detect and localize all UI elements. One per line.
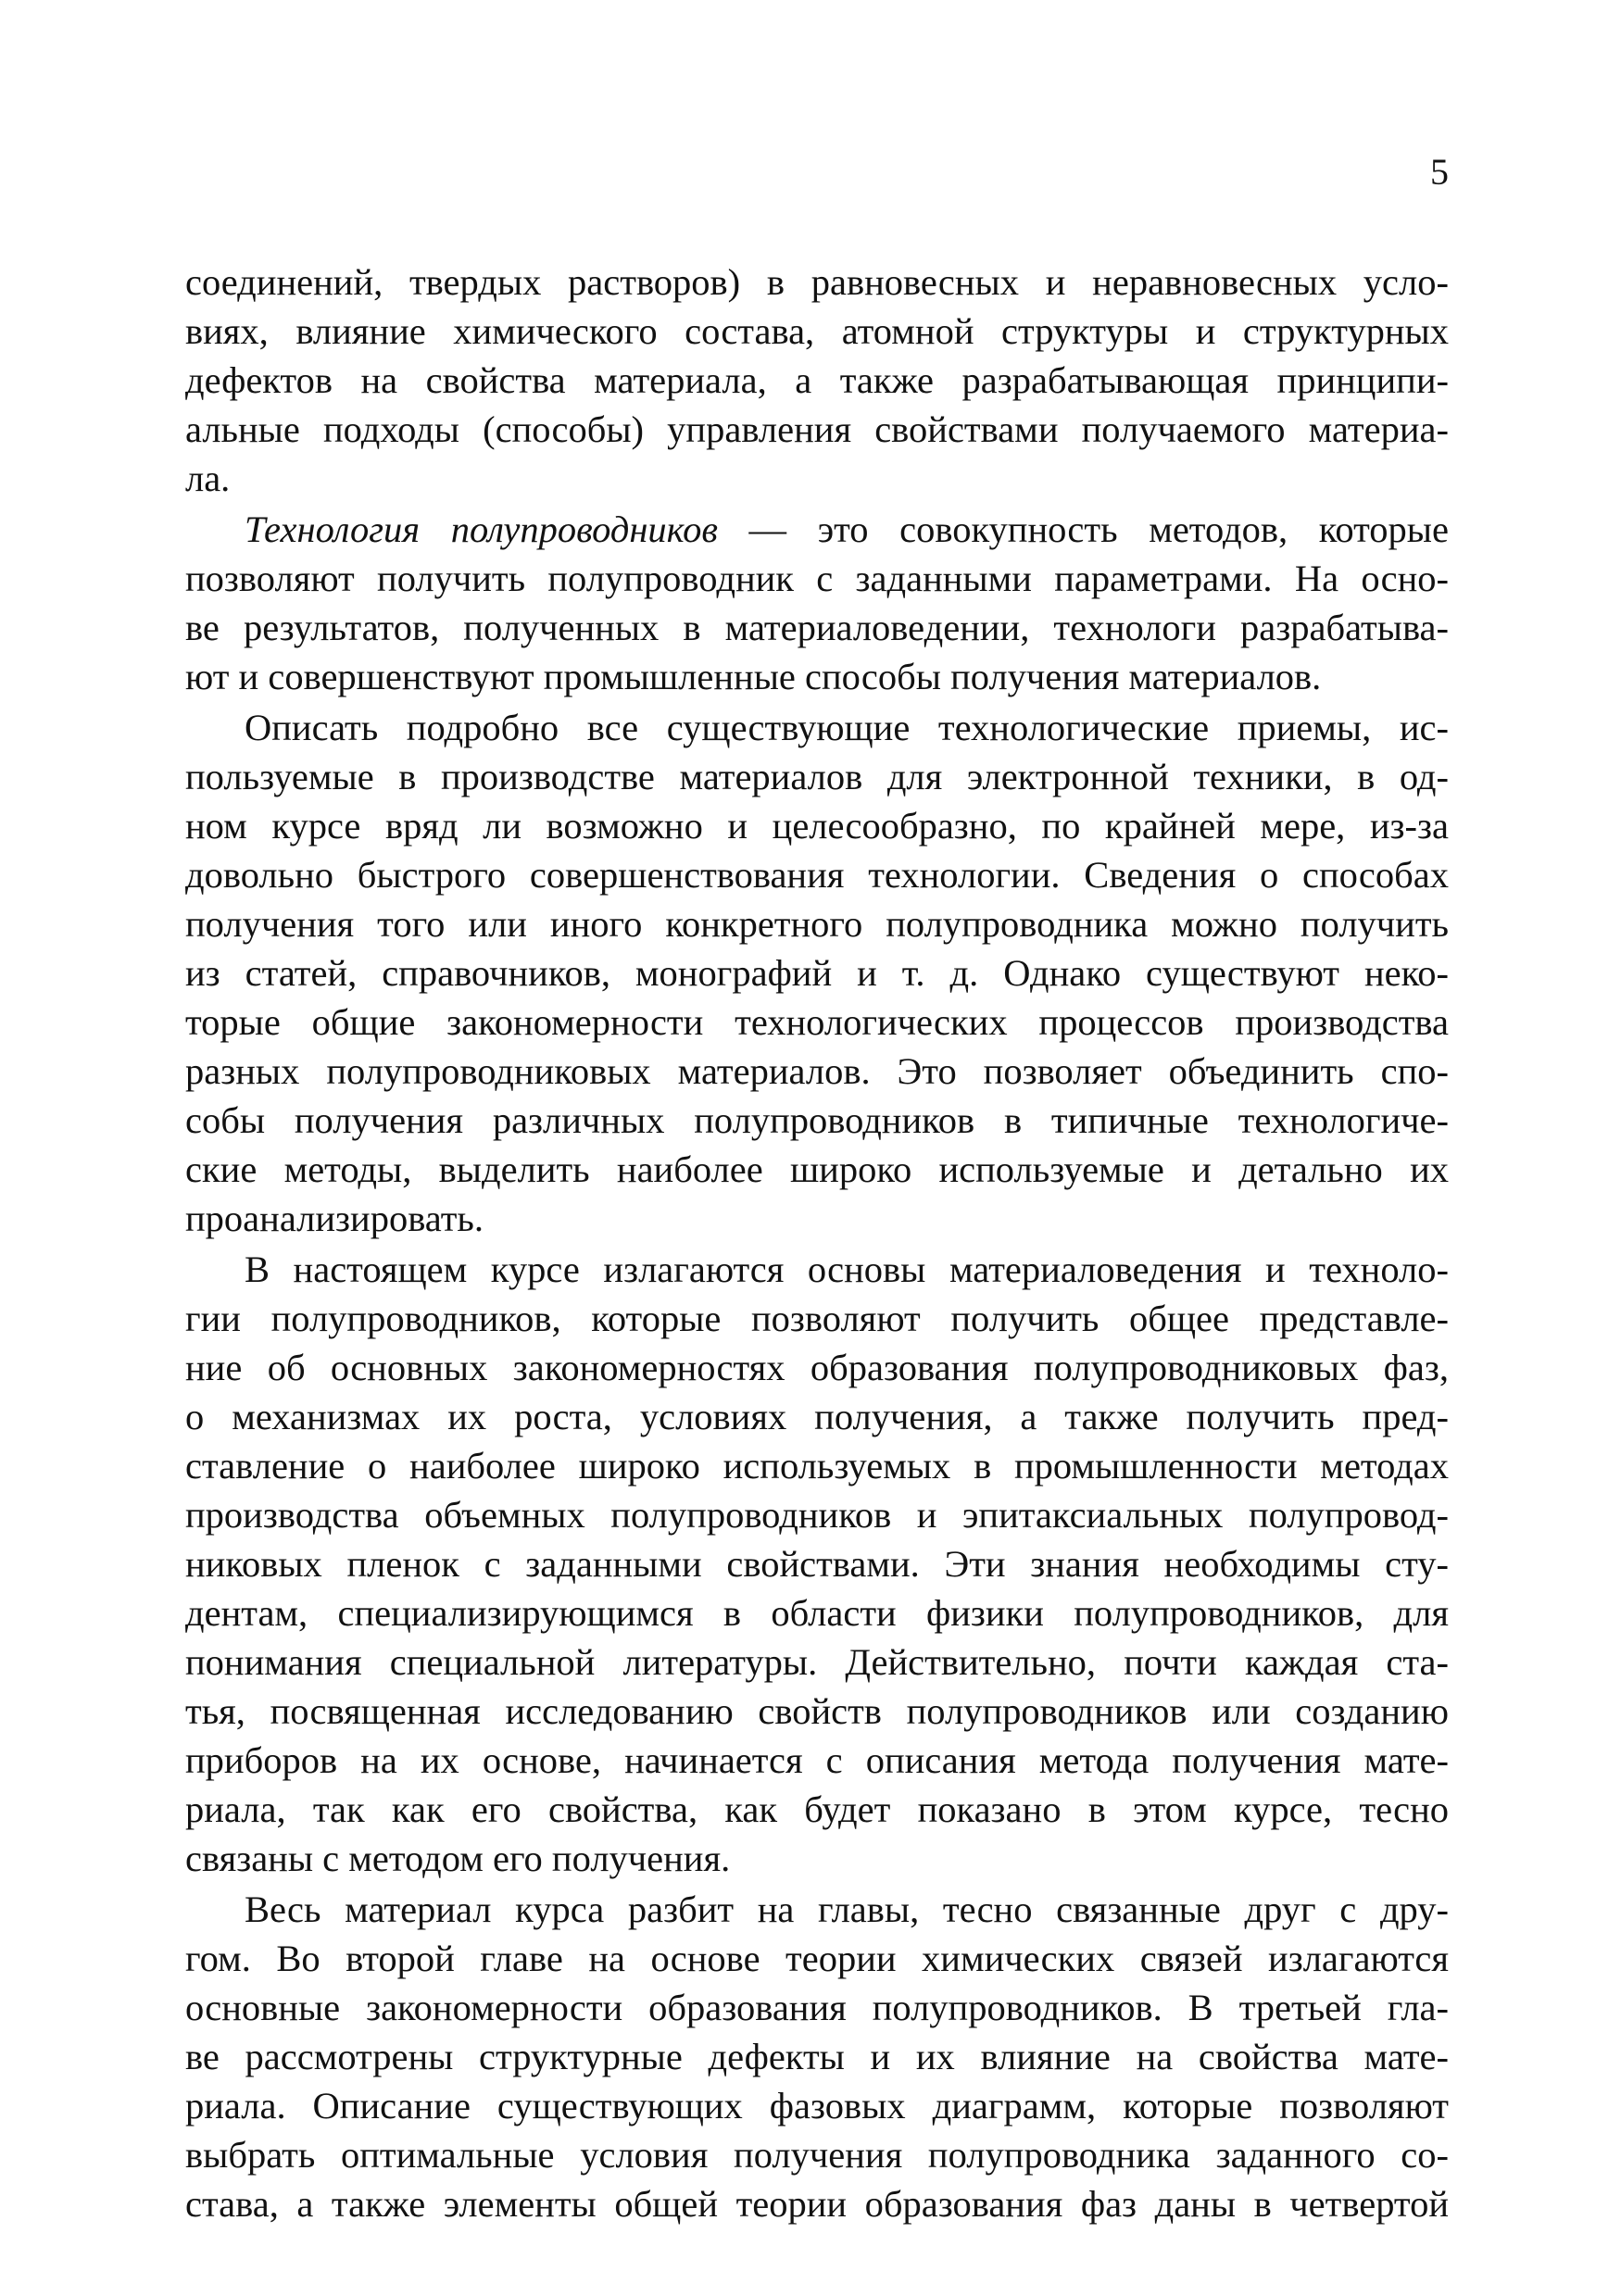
body-text	[185, 257, 1449, 2228]
text-line: риала, так как его свойства, как будет показано в этом курсе, тесно	[185, 1788, 1449, 1830]
paragraph	[185, 1885, 1449, 2228]
text-line: Весь материал курса разбит на главы, тесно связанные друг с дру-	[245, 1888, 1449, 1930]
text-line: гии полупроводников, которые позволяют получить общее представле-	[185, 1298, 1449, 1339]
text-line: никовых пленок с заданными свойствами. Эти знания необходимы сту-	[185, 1543, 1449, 1585]
paragraph	[185, 257, 1449, 503]
text-line: выбрать оптимальные условия получения полупроводника заданного со-	[185, 2134, 1449, 2176]
text-line: виях, влияние химического состава, атомной структуры и структурных	[185, 310, 1449, 352]
text-line: из статей, справочников, монографий и т. д. Однако существуют неко-	[185, 952, 1449, 994]
text-line: дентам, специализирующимся в области физики полупроводников, для	[185, 1592, 1449, 1634]
text-line: основные закономерности образования полупроводников. В третьей гла-	[185, 1987, 1449, 2028]
text-line: довольно быстрого совершенствования технологии. Сведения о способах	[185, 854, 1449, 896]
text-line: пользуемые в производстве материалов для электронной техники, в од-	[185, 756, 1449, 797]
text-line: связаны с методом его получения.	[185, 1838, 731, 1879]
text-line: проанализировать.	[185, 1198, 484, 1239]
text-line: ве рассмотрены структурные дефекты и их влияние на свойства мате-	[185, 2036, 1449, 2077]
text-line: производства объемных полупроводников и эпитаксиальных полупровод-	[185, 1494, 1449, 1536]
text-line: риала. Описание существующих фазовых диаграмм, которые позволяют	[185, 2085, 1449, 2127]
text-line: ла.	[185, 458, 231, 499]
defined-term: Технология полупроводников	[245, 508, 718, 550]
text-line: тья, посвященная исследованию свойств полупроводников или созданию	[185, 1690, 1449, 1732]
text-line: альные подходы (способы) управления свойствами получаемого материа-	[185, 408, 1449, 450]
text-line: разных полупроводниковых материалов. Это позволяет объединить спо-	[185, 1050, 1449, 1092]
text-line: собы получения различных полупроводников в типичные технологиче-	[185, 1099, 1449, 1141]
text-line: дефектов на свойства материала, а также разрабатывающая принципи-	[185, 359, 1449, 401]
text-line: получения того или иного конкретного полупроводника можно получить	[185, 903, 1449, 945]
text-line: ном курсе вряд ли возможно и целесообразно, по крайней мере, из-за	[185, 805, 1449, 847]
text-line: о механизмах их роста, условиях получения, а также получить пред-	[185, 1396, 1449, 1437]
text-line	[185, 505, 1449, 554]
text-line: ские методы, выделить наиболее широко используемые и детально их	[185, 1148, 1449, 1190]
text-line: В настоящем курсе излагаются основы материаловедения и техноло-	[245, 1248, 1449, 1290]
text-fragment: — это совокупность методов, которые	[717, 508, 1449, 550]
text-line: понимания специальной литературы. Действительно, почти каждая ста-	[185, 1641, 1449, 1683]
text-line: гом. Во второй главе на основе теории химических связей излагаются	[185, 1938, 1449, 1979]
paragraph	[185, 505, 1449, 701]
text-line: Описать подробно все существующие технологические приемы, ис-	[245, 707, 1449, 748]
paragraph	[185, 703, 1449, 1243]
text-line: ние об основных закономерностях образования полупроводниковых фаз,	[185, 1347, 1449, 1388]
text-line: соединений, твердых растворов) в равновесных и неравновесных усло-	[185, 261, 1449, 303]
paragraph	[185, 1245, 1449, 1883]
text-line: става, а также элементы общей теории образования фаз даны в четвертой	[185, 2183, 1449, 2225]
text-line: ют и совершенствуют промышленные способы получения материалов.	[185, 656, 1322, 697]
text-line: торые общие закономерности технологических процессов производства	[185, 1001, 1449, 1043]
text-line: приборов на их основе, начинается с описания метода получения мате-	[185, 1739, 1449, 1781]
text-line: позволяют получить полупроводник с заданными параметрами. На осно-	[185, 558, 1449, 599]
text-line: ставление о наиболее широко используемых в промышленности методах	[185, 1445, 1449, 1487]
text-line: ве результатов, полученных в материаловедении, технологи разрабатыва-	[185, 607, 1449, 648]
page-number: 5	[1430, 151, 1449, 193]
